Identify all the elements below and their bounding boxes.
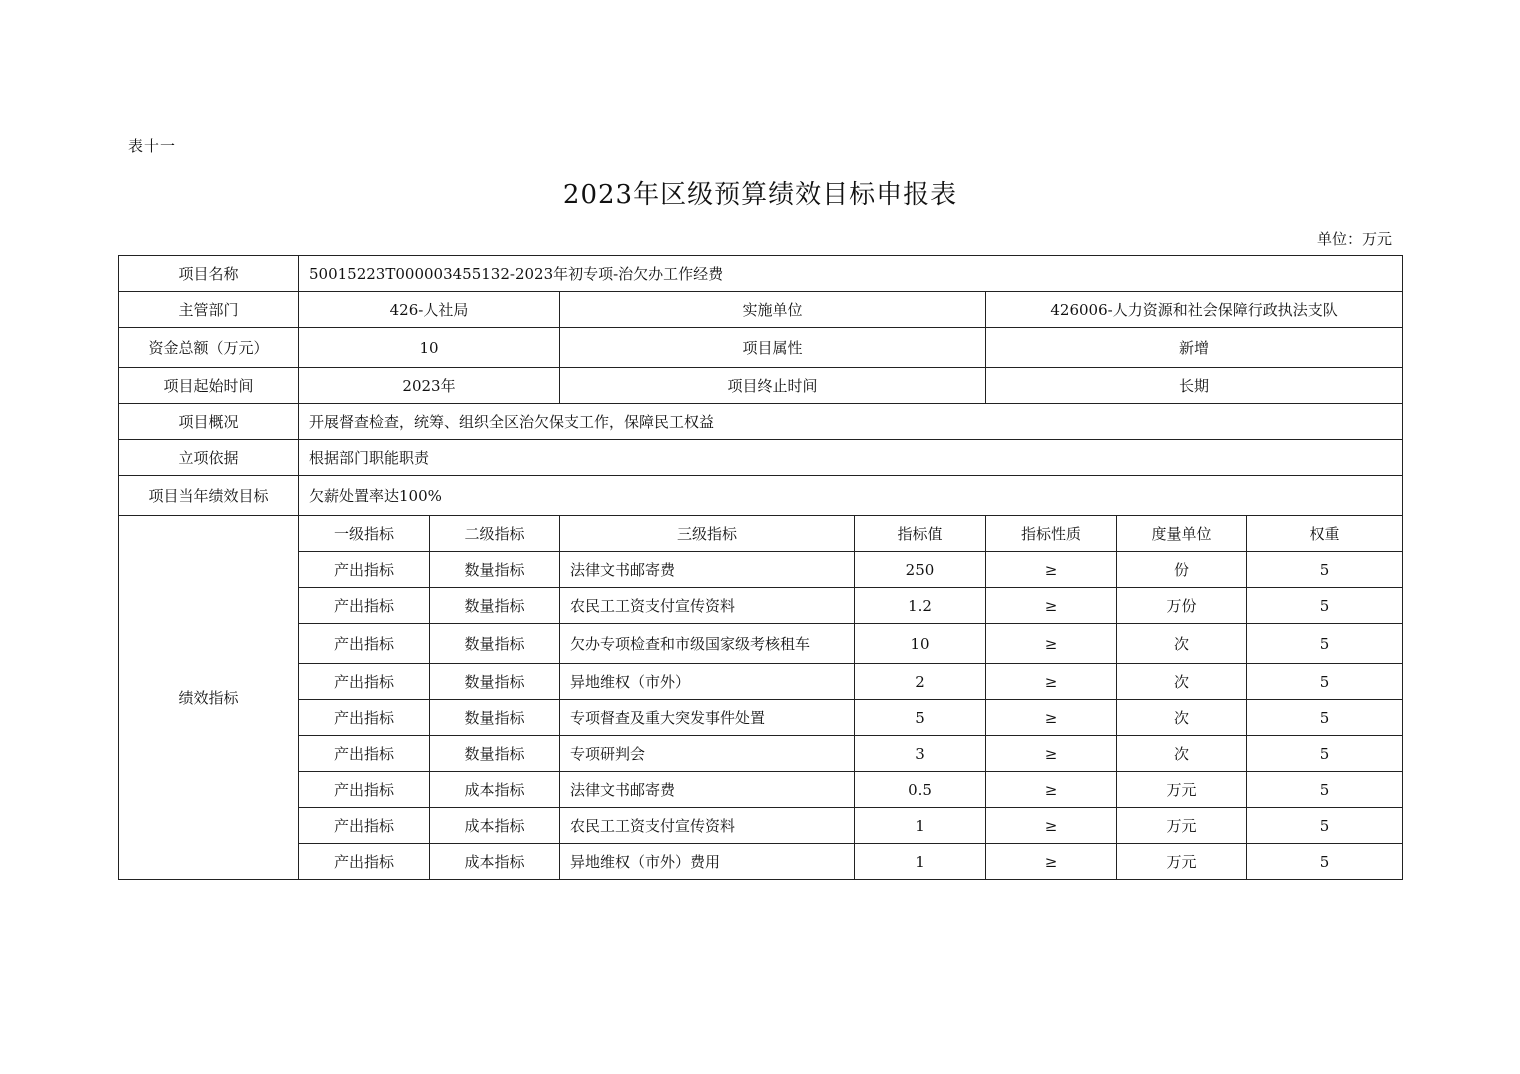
weight-cell: 5: [1247, 624, 1403, 664]
unit-cell: 次: [1117, 664, 1247, 700]
indicator-row: [119, 588, 1403, 624]
row-overview: [119, 404, 1403, 440]
level1-cell: 产出指标: [299, 808, 430, 844]
level2-cell: 成本指标: [430, 772, 560, 808]
target-value-cell: 250: [855, 552, 986, 588]
value-start: 2023年: [299, 368, 560, 404]
target-value-cell: 5: [855, 700, 986, 736]
label-project-name: 项目名称: [119, 256, 299, 292]
target-value-cell: 1: [855, 808, 986, 844]
value-overview: 开展督查检查，统筹、组织全区治欠保支工作，保障民工权益: [299, 404, 1403, 440]
indicator-row: [119, 552, 1403, 588]
row-basis: [119, 440, 1403, 476]
level3-cell: 欠办专项检查和市级国家级考核租车: [560, 624, 855, 664]
level1-cell: 产出指标: [299, 624, 430, 664]
value-fund: 10: [299, 328, 560, 368]
level1-cell: 产出指标: [299, 736, 430, 772]
label-goal: 项目当年绩效目标: [119, 476, 299, 516]
unit-cell: 万份: [1117, 588, 1247, 624]
nature-cell: ≥: [986, 664, 1117, 700]
nature-cell: ≥: [986, 772, 1117, 808]
weight-cell: 5: [1247, 700, 1403, 736]
unit-cell: 次: [1117, 624, 1247, 664]
level3-cell: 异地维权（市外）费用: [560, 844, 855, 880]
unit-note: 单位：万元: [1316, 230, 1392, 248]
weight-cell: 5: [1247, 552, 1403, 588]
level2-cell: 数量指标: [430, 588, 560, 624]
value-end: 长期: [986, 368, 1403, 404]
level3-cell: 异地维权（市外）: [560, 664, 855, 700]
nature-cell: ≥: [986, 552, 1117, 588]
level3-cell: 农民工工资支付宣传资料: [560, 808, 855, 844]
document-title: 2023年区级预算绩效目标申报表: [562, 180, 958, 210]
nature-cell: ≥: [986, 808, 1117, 844]
weight-cell: 5: [1247, 844, 1403, 880]
value-project-name: 50015223T000003455132-2023年初专项-治欠办工作经费: [299, 256, 1403, 292]
level3-cell: 专项研判会: [560, 736, 855, 772]
unit-cell: 次: [1117, 700, 1247, 736]
weight-cell: 5: [1247, 664, 1403, 700]
indicator-row: [119, 624, 1403, 664]
nature-cell: ≥: [986, 588, 1117, 624]
weight-cell: 5: [1247, 588, 1403, 624]
level2-cell: 数量指标: [430, 736, 560, 772]
value-basis: 根据部门职能职责: [299, 440, 1403, 476]
unit-cell: 次: [1117, 736, 1247, 772]
level1-cell: 产出指标: [299, 552, 430, 588]
level3-cell: 法律文书邮寄费: [560, 772, 855, 808]
row-period: [119, 368, 1403, 404]
target-value-cell: 2: [855, 664, 986, 700]
table-number: 表十一: [128, 137, 177, 155]
indicator-column-header: 二级指标: [430, 516, 560, 552]
level1-cell: 产出指标: [299, 700, 430, 736]
row-goal: [119, 476, 1403, 516]
level2-cell: 数量指标: [430, 552, 560, 588]
target-value-cell: 10: [855, 624, 986, 664]
level1-cell: 产出指标: [299, 588, 430, 624]
unit-cell: 万元: [1117, 808, 1247, 844]
indicator-section-label: 绩效指标: [119, 516, 299, 880]
label-dept: 主管部门: [119, 292, 299, 328]
indicator-column-header: 指标性质: [986, 516, 1117, 552]
level2-cell: 数量指标: [430, 624, 560, 664]
level1-cell: 产出指标: [299, 772, 430, 808]
weight-cell: 5: [1247, 808, 1403, 844]
indicator-row: [119, 664, 1403, 700]
label-overview: 项目概况: [119, 404, 299, 440]
label-impl: 实施单位: [560, 292, 986, 328]
nature-cell: ≥: [986, 624, 1117, 664]
level3-cell: 农民工工资支付宣传资料: [560, 588, 855, 624]
indicator-row: [119, 808, 1403, 844]
indicator-header-row: [119, 516, 1403, 552]
label-attr: 项目属性: [560, 328, 986, 368]
level2-cell: 数量指标: [430, 664, 560, 700]
value-impl: 426006-人力资源和社会保障行政执法支队: [986, 292, 1403, 328]
indicator-column-header: 度量单位: [1117, 516, 1247, 552]
indicator-column-header: 一级指标: [299, 516, 430, 552]
nature-cell: ≥: [986, 736, 1117, 772]
indicator-row: [119, 700, 1403, 736]
unit-cell: 份: [1117, 552, 1247, 588]
weight-cell: 5: [1247, 772, 1403, 808]
row-fund: [119, 328, 1403, 368]
label-basis: 立项依据: [119, 440, 299, 476]
nature-cell: ≥: [986, 700, 1117, 736]
target-value-cell: 3: [855, 736, 986, 772]
unit-cell: 万元: [1117, 772, 1247, 808]
target-value-cell: 1: [855, 844, 986, 880]
row-department: [119, 292, 1403, 328]
level3-cell: 专项督查及重大突发事件处置: [560, 700, 855, 736]
indicator-column-header: 权重: [1247, 516, 1403, 552]
level2-cell: 成本指标: [430, 844, 560, 880]
label-start: 项目起始时间: [119, 368, 299, 404]
value-dept: 426-人社局: [299, 292, 560, 328]
weight-cell: 5: [1247, 736, 1403, 772]
indicator-column-header: 三级指标: [560, 516, 855, 552]
indicator-row: [119, 736, 1403, 772]
indicator-row: [119, 772, 1403, 808]
level2-cell: 数量指标: [430, 700, 560, 736]
nature-cell: ≥: [986, 844, 1117, 880]
indicator-column-header: 指标值: [855, 516, 986, 552]
level2-cell: 成本指标: [430, 808, 560, 844]
target-value-cell: 1.2: [855, 588, 986, 624]
indicator-row: [119, 844, 1403, 880]
row-project-name: [119, 256, 1403, 292]
level3-cell: 法律文书邮寄费: [560, 552, 855, 588]
target-value-cell: 0.5: [855, 772, 986, 808]
label-end: 项目终止时间: [560, 368, 986, 404]
value-attr: 新增: [986, 328, 1403, 368]
unit-cell: 万元: [1117, 844, 1247, 880]
level1-cell: 产出指标: [299, 664, 430, 700]
label-fund: 资金总额（万元）: [119, 328, 299, 368]
level1-cell: 产出指标: [299, 844, 430, 880]
value-goal: 欠薪处置率达100%: [299, 476, 1403, 516]
budget-target-table: [118, 255, 1403, 880]
